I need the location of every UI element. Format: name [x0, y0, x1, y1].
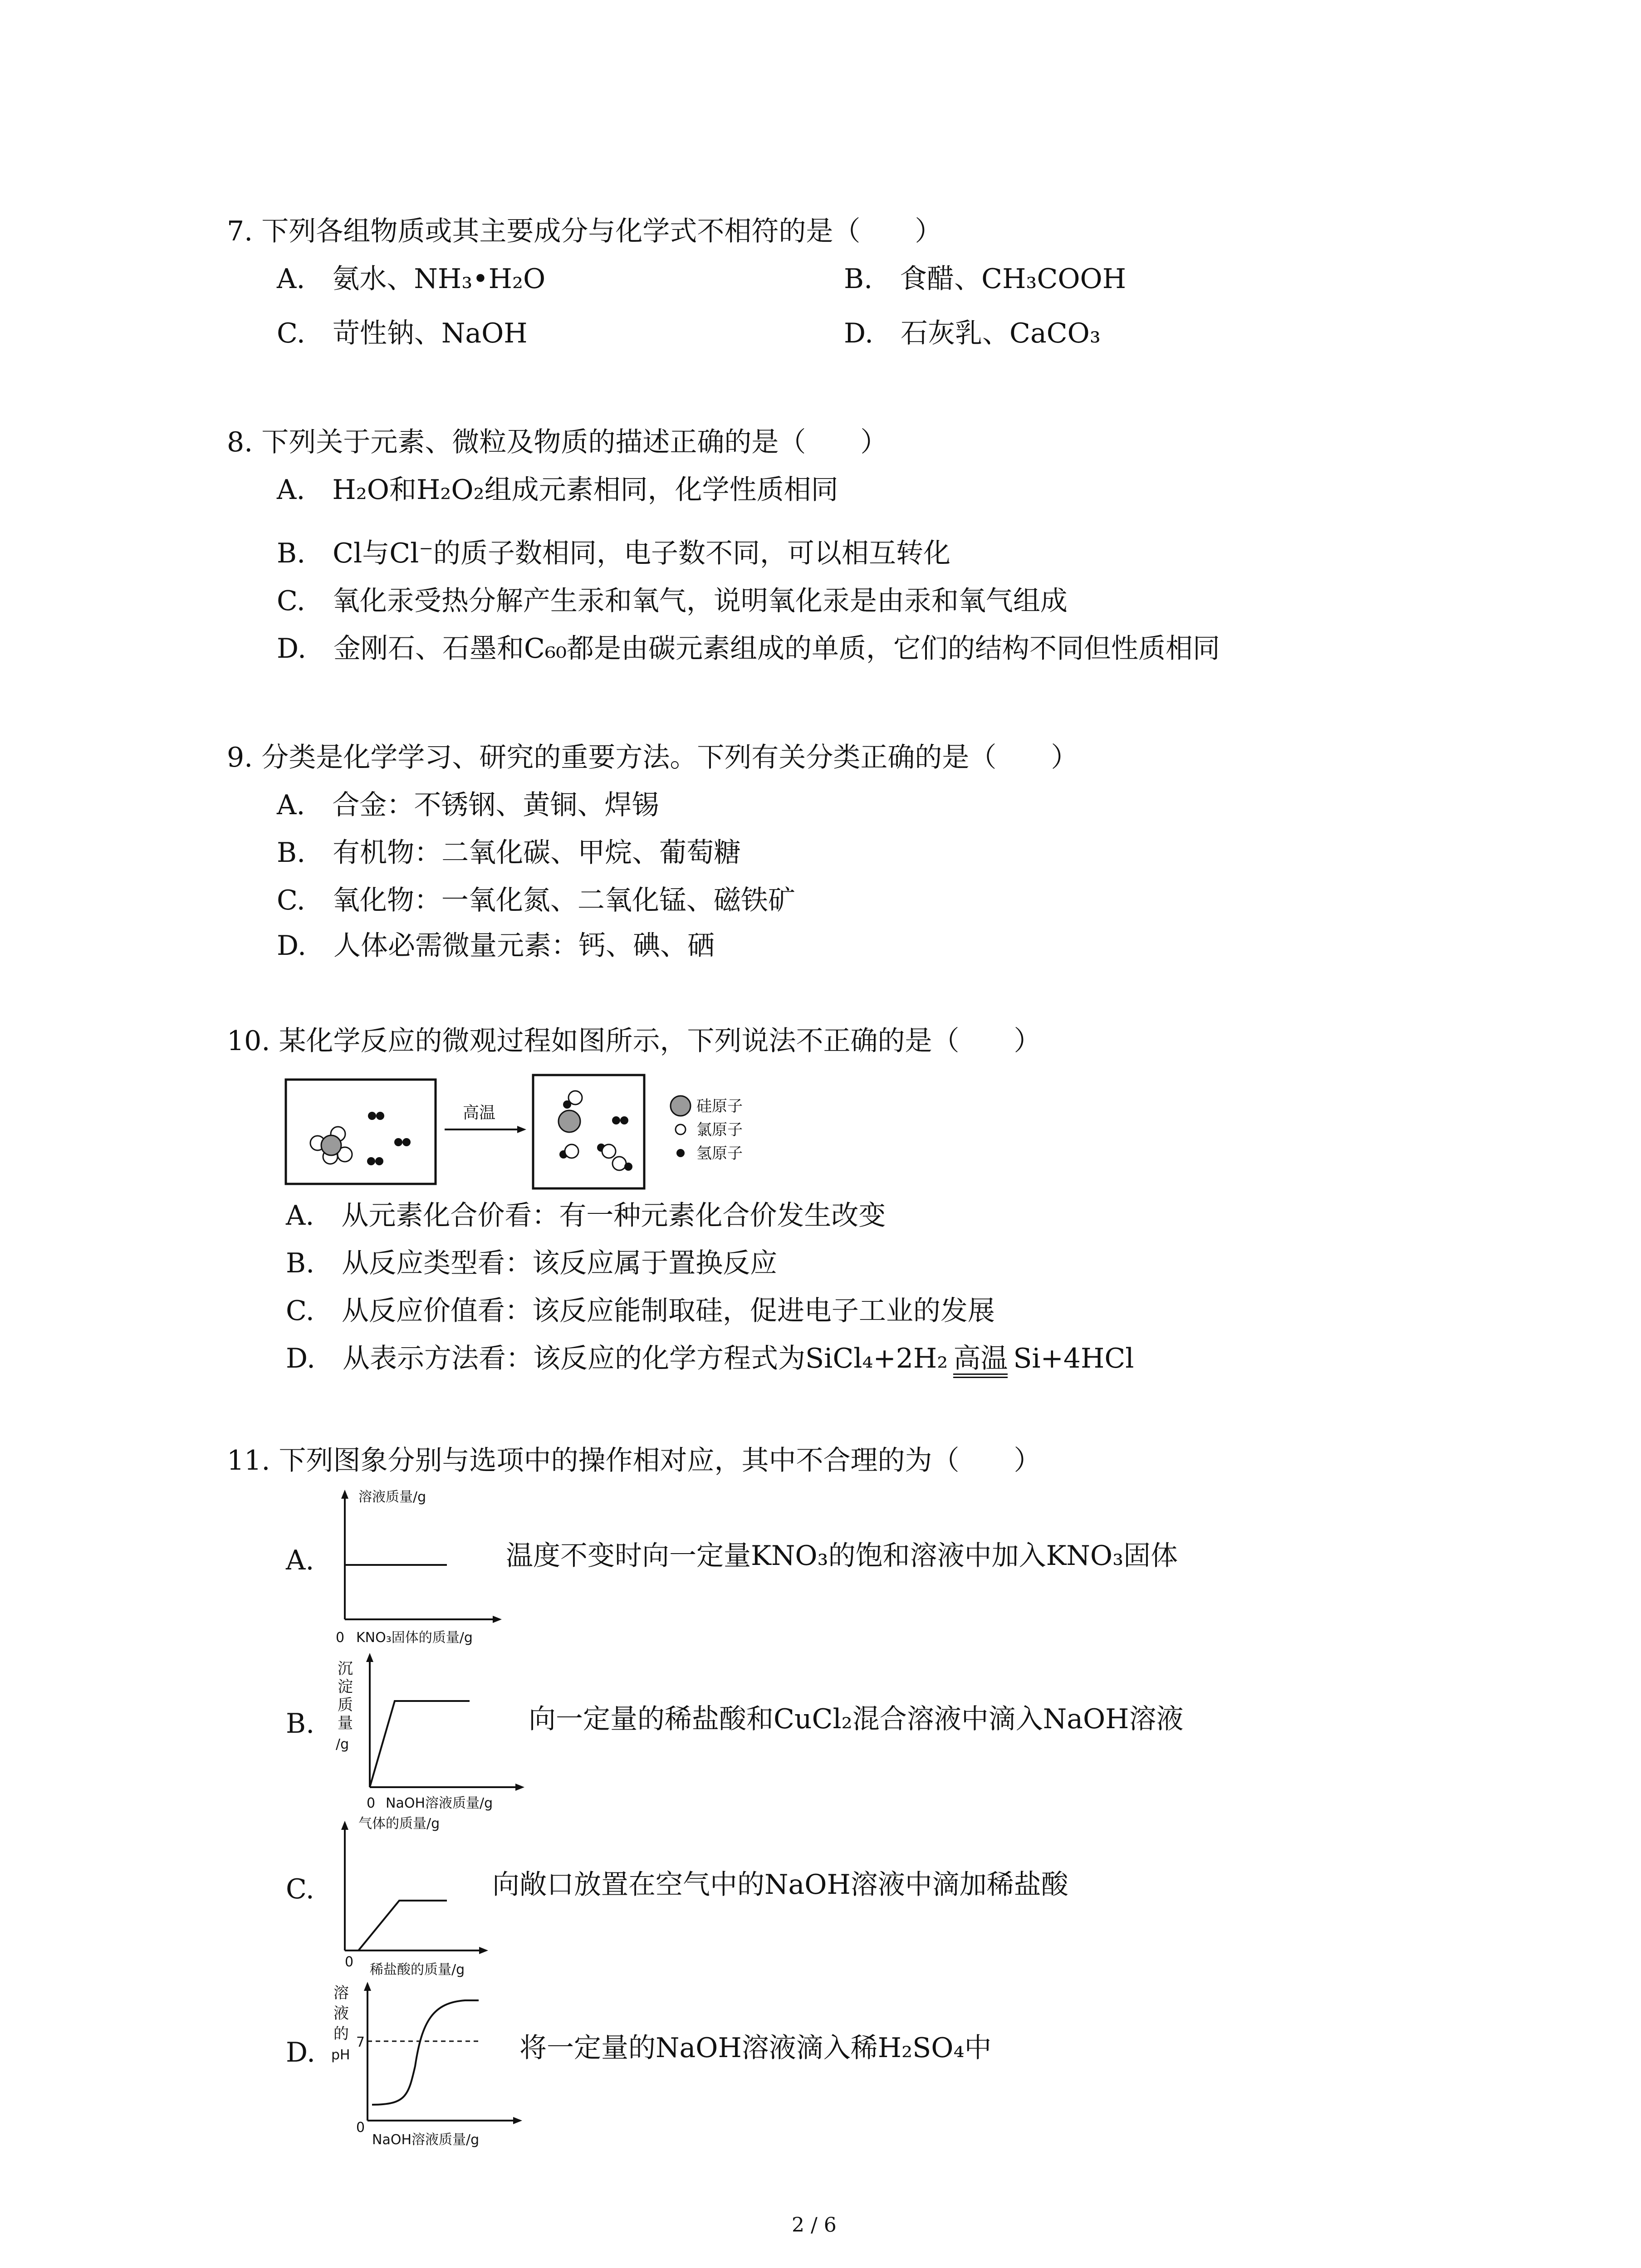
graph-d-origin: 0: [356, 2120, 365, 2136]
svg-text:质: 质: [338, 1696, 353, 1714]
legend-silicon: 硅原子: [696, 1097, 743, 1115]
graph-b-origin: 0: [367, 1795, 376, 1811]
q11-option-b-label: B.: [286, 1708, 315, 1740]
q10-option-d: [286, 1340, 1134, 1378]
graph-b: [331, 1651, 549, 1814]
h2-molecules-left: [367, 1112, 411, 1165]
svg-text:液: 液: [333, 2004, 349, 2023]
arrow-condition: 高温: [463, 1104, 496, 1122]
q8-option-c: C. 氧化汞受热分解产生汞和氧气，说明氧化汞是由汞和氧气组成: [277, 585, 1068, 617]
q9-option-b: B. 有机物：二氧化碳、甲烷、葡萄糖: [277, 837, 741, 869]
q11-option-c-label: C.: [286, 1873, 314, 1905]
graph-d-ylabel: [331, 1984, 350, 2063]
q10-stem: 10. 某化学反应的微观过程如图所示，下列说法不正确的是（ ）: [227, 1025, 1041, 1057]
graph-c-ylabel: 气体的质量/g: [358, 1816, 440, 1832]
svg-text:/g: /g: [336, 1736, 349, 1752]
q10-option-b: B. 从反应类型看：该反应属于置换反应: [286, 1247, 778, 1279]
graph-d-curve: [372, 2000, 479, 2105]
diagram-legend: [671, 1096, 743, 1163]
q7-option-c: C. 苛性钠、NaOH: [277, 318, 528, 349]
q8-stem: 8. 下列关于元素、微粒及物质的描述正确的是（ ）: [227, 426, 888, 458]
graph-c-xlabel: 稀盐酸的质量/g: [370, 1962, 465, 1978]
q11-option-c-text: 向敞口放置在空气中的NaOH溶液中滴加稀盐酸: [492, 1869, 1068, 1901]
graph-d-tick-7: 7: [356, 2034, 365, 2050]
q11-stem: 11. 下列图象分别与选项中的操作相对应，其中不合理的为（ ）: [227, 1445, 1041, 1476]
reaction-diagram: [281, 1070, 780, 1193]
legend-hydrogen: 氢原子: [696, 1144, 743, 1163]
q7-stem: 7. 下列各组物质或其主要成分与化学式不相符的是（ ）: [227, 215, 942, 247]
q7-option-d: D. 石灰乳、CaCO₃: [844, 318, 1101, 349]
chlorine-atom-icon: [676, 1124, 686, 1134]
q8-option-d: D. 金刚石、石墨和C₆₀都是由碳元素组成的单质，它们的结构不同但性质相同: [277, 633, 1220, 665]
equation-condition: 高温: [953, 1344, 1008, 1378]
q8-option-a: A. H₂O和H₂O₂组成元素相同，化学性质相同: [277, 474, 838, 506]
q10-option-c: C. 从反应价值看：该反应能制取硅，促进电子工业的发展: [286, 1295, 995, 1327]
graph-d-xlabel: NaOH溶液质量/g: [372, 2132, 480, 2148]
graph-c-curve: [345, 1901, 447, 1950]
sicl4-molecule: [310, 1127, 352, 1164]
svg-text:的: 的: [333, 2025, 349, 2043]
silicon-atom-icon: [671, 1096, 691, 1116]
graph-a-xlabel: KNO₃固体的质量/g: [356, 1630, 473, 1646]
q11-option-b-text: 向一定量的稀盐酸和CuCl₂混合溶液中滴入NaOH溶液: [529, 1703, 1184, 1735]
products-molecules: [558, 1091, 632, 1171]
graph-a-ylabel: 溶液质量/g: [358, 1489, 426, 1505]
equation-reactants: D. 从表示方法看：该反应的化学方程式为SiCl₄+2H₂: [286, 1343, 948, 1374]
svg-text:淀: 淀: [338, 1678, 353, 1696]
page-number: 2 / 6: [792, 2214, 837, 2237]
hydrogen-atom-icon: [676, 1149, 685, 1157]
q8-option-b: B. Cl与Cl⁻的质子数相同，电子数不同，可以相互转化: [277, 538, 951, 569]
q9-option-a: A. 合金：不锈钢、黄铜、焊锡: [277, 789, 659, 821]
q11-option-d-label: D.: [286, 2037, 316, 2068]
q9-option-d: D. 人体必需微量元素：钙、碘、硒: [277, 930, 715, 962]
reactants-box: [286, 1080, 436, 1184]
q7-option-a: A. 氨水、NH₃•H₂O: [277, 263, 546, 295]
svg-text:量: 量: [338, 1714, 353, 1732]
svg-text:沉: 沉: [338, 1660, 353, 1678]
graph-c-origin: 0: [345, 1954, 354, 1970]
equation-products: Si+4HCl: [1013, 1343, 1134, 1374]
graph-b-xlabel: NaOH溶液质量/g: [386, 1795, 493, 1811]
graph-b-ylabel: [336, 1660, 353, 1752]
q11-option-a-text: 温度不变时向一定量KNO₃的饱和溶液中加入KNO₃固体: [506, 1540, 1178, 1572]
q7-option-b: B. 食醋、CH₃COOH: [844, 263, 1127, 295]
q11-option-d-text: 将一定量的NaOH溶液滴入稀H₂SO₄中: [519, 2032, 992, 2064]
graph-a-origin: 0: [336, 1630, 345, 1646]
q10-option-a: A. 从元素化合价看：有一种元素化合价发生改变: [286, 1200, 886, 1232]
q9-option-c: C. 氧化物：一氧化氮、二氧化锰、磁铁矿: [277, 885, 795, 916]
graph-b-curve: [370, 1701, 470, 1787]
q11-option-a-label: A.: [286, 1545, 314, 1576]
legend-chlorine: 氯原子: [696, 1121, 743, 1139]
q9-stem: 9. 分类是化学学习、研究的重要方法。下列有关分类正确的是（ ）: [227, 742, 1078, 773]
products-box: [533, 1075, 644, 1188]
svg-text:溶: 溶: [333, 1984, 349, 2002]
svg-text:pH: pH: [331, 2047, 350, 2063]
